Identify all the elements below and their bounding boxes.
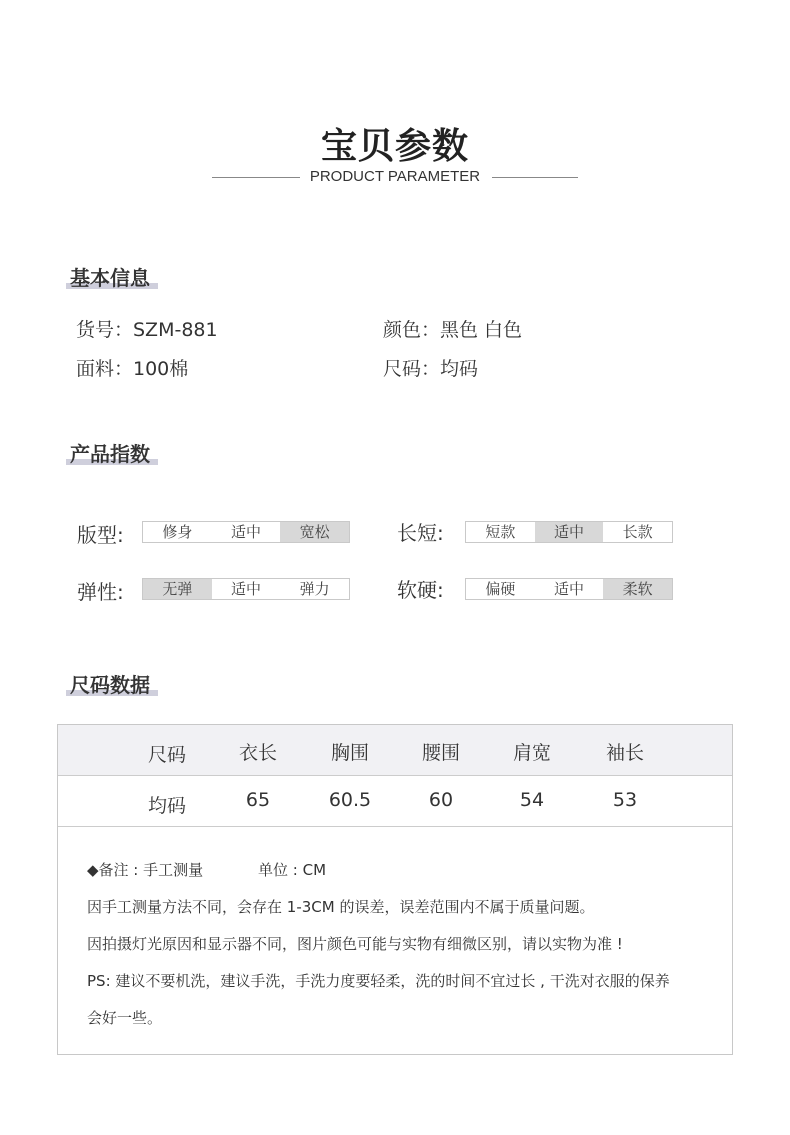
table-cell: 53	[612, 789, 638, 811]
elasticity-scale	[142, 578, 350, 600]
length-option: 长款	[622, 523, 653, 541]
basic-info-heading: 基本信息	[70, 266, 150, 290]
softness-option: 偏硬	[485, 580, 516, 598]
table-cell: 54	[519, 789, 545, 811]
table-row	[58, 776, 732, 827]
color-info: 颜色：黑色 白色	[383, 319, 523, 341]
column-header: 肩宽	[512, 742, 551, 764]
table-cell: 65	[245, 789, 271, 811]
table-cell: 60	[428, 789, 454, 811]
length-scale	[465, 521, 673, 543]
remark-text: ◆备注 : 手工测量	[87, 861, 204, 879]
length-option: 短款	[485, 523, 516, 541]
column-header: 腰围	[421, 742, 460, 764]
page-title: 宝贝参数	[320, 126, 469, 167]
softness-scale	[465, 578, 673, 600]
subtitle-right-divider	[492, 177, 578, 178]
fabric-info: 面料：100棉	[76, 358, 189, 380]
column-header: 袖长	[605, 742, 644, 764]
note-line: PS: 建议不要机洗，建议手洗，手洗力度要轻柔，洗的时间不宜过长 , 干洗对衣服的保养	[87, 972, 670, 990]
size-info: 尺码：均码	[383, 358, 479, 380]
elasticity-option: 无弹	[143, 579, 212, 599]
table-cell: 均码	[147, 795, 186, 817]
softness-option: 适中	[554, 580, 585, 598]
note-line: 会好一些。	[87, 1009, 163, 1027]
softness-label: 软硬:	[397, 578, 444, 602]
product-index-heading: 产品指数	[70, 442, 150, 466]
softness-option: 柔软	[603, 579, 672, 599]
column-header: 衣长	[238, 742, 277, 764]
length-option: 适中	[535, 522, 604, 542]
note-line: 因手工测量方法不同，会存在 1-3CM 的误差，误差范围内不属于质量问题。	[87, 898, 595, 916]
fit-option: 适中	[231, 523, 262, 541]
page-subtitle: PRODUCT PARAMETER	[309, 168, 481, 185]
fit-label: 版型:	[77, 523, 124, 547]
note-line: 因拍摄灯光原因和显示器不同，图片颜色可能与实物有细微区别，请以实物为准 !	[87, 935, 623, 953]
length-label: 长短:	[397, 521, 444, 545]
elasticity-option: 弹力	[299, 580, 330, 598]
elasticity-label: 弹性:	[77, 580, 124, 604]
column-header: 尺码	[147, 744, 186, 766]
column-header: 胸围	[330, 742, 369, 764]
unit-text: 单位 : CM	[258, 861, 327, 879]
size-table-header	[58, 725, 732, 776]
fit-option: 修身	[162, 523, 193, 541]
fit-option: 宽松	[280, 522, 349, 542]
size-data-heading: 尺码数据	[70, 673, 150, 697]
table-cell: 60.5	[328, 789, 372, 811]
elasticity-option: 适中	[231, 580, 262, 598]
fit-scale	[142, 521, 350, 543]
item-number: 货号：SZM-881	[76, 319, 218, 341]
